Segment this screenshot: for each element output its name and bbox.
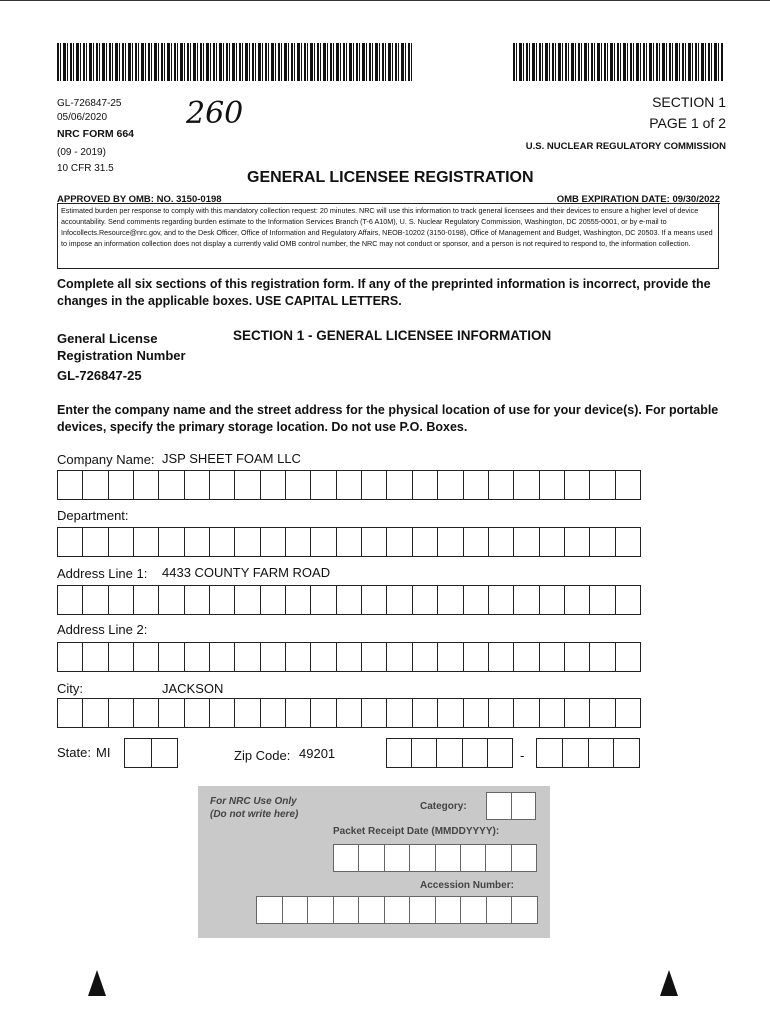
burden-statement: Estimated burden per response to comply with this mandatory collection request: 20 minutes. NRC will use this information to track general licensees and their devices to ensure a higher level of device accountability. Send comments regarding burden estimate to the Information Services Branch (T-6 A10M), U. S. Nuclear Regulatory Commission, Washington, DC 20555-0001, or by e-mail to Infocollects.Resource@nrc.gov, and to the Desk Officer, Office of Information and Regulatory Affairs, NEOB-10202 (3150-0198), Office of Management and Budget, Washington, DC 20503. If a means used to impose an information collection does not display a currently valid OMB control number, the NRC may not conduct or sponsor, and a person is not required to respond to, the information collection.: [57, 203, 719, 269]
zip-dash: -: [520, 748, 525, 763]
city-field[interactable]: [57, 698, 641, 728]
form-revision: (09 - 2019): [57, 147, 106, 158]
form-name: NRC FORM 664: [57, 128, 135, 140]
barcode-right: [513, 43, 723, 81]
cfr-reference: 10 CFR 31.5: [57, 163, 114, 174]
form-date: 05/06/2020: [57, 112, 108, 123]
reg-number: GL-726847-25: [57, 368, 142, 383]
form-title: GENERAL LICENSEE REGISTRATION: [247, 169, 534, 186]
address-line1-label: Address Line 1:: [57, 566, 148, 581]
top-rule: [0, 0, 770, 1]
handwritten-number: 260: [186, 96, 244, 131]
address-line2-label: Address Line 2:: [57, 622, 148, 637]
reg-label-line2: Registration Number: [57, 348, 186, 363]
department-label: Department:: [57, 508, 129, 523]
reg-label-line1: General License: [57, 331, 158, 346]
zip-label: Zip Code:: [234, 748, 291, 763]
packet-date-label: Packet Receipt Date (MMDDYYYY):: [333, 826, 500, 837]
nrc-use-only-box: [198, 786, 550, 938]
address-line2-field[interactable]: [57, 642, 641, 672]
company-name-field[interactable]: [57, 470, 641, 500]
nrc-use-line2: (Do not write here): [210, 809, 299, 820]
registration-number-block: [57, 330, 186, 384]
state-field[interactable]: [124, 738, 178, 768]
zip-value: 49201: [299, 746, 336, 761]
state-label: State:: [57, 745, 91, 760]
omb-expiration: OMB EXPIRATION DATE: 09/30/2022: [556, 194, 720, 205]
page-label: PAGE 1 of 2: [649, 115, 726, 131]
city-label: City:: [57, 681, 83, 696]
omb-approved: APPROVED BY OMB: NO. 3150-0198: [57, 194, 222, 205]
registration-mark-right: [660, 970, 678, 996]
form-instructions: Complete all six sections of this registration form. If any of the preprinted information is incorrect, provide the changes in the applicable boxes. USE CAPITAL LETTERS.: [57, 277, 711, 308]
packet-date-field: [333, 844, 537, 872]
city-value: JACKSON: [162, 681, 224, 696]
address-line1-value: 4433 COUNTY FARM ROAD: [162, 565, 331, 580]
company-name-value: JSP SHEET FOAM LLC: [162, 451, 301, 466]
agency-name: U.S. NUCLEAR REGULATORY COMMISSION: [525, 141, 726, 152]
address-instructions: Enter the company name and the street address for the physical location of use for your device(s). For portable devices, specify the primary storage location. Do not use P.O. Boxes.: [57, 403, 719, 434]
department-field[interactable]: [57, 527, 641, 557]
registration-mark-left: [88, 970, 106, 996]
category-field: [486, 792, 536, 820]
zip-field[interactable]: [386, 738, 513, 768]
zip-plus4-field[interactable]: [536, 738, 640, 768]
registration-id: GL-726847-25: [57, 98, 122, 109]
barcode-left: [57, 43, 412, 81]
address-line1-field[interactable]: [57, 585, 641, 615]
state-value: MI: [96, 745, 111, 760]
company-name-label: Company Name:: [57, 452, 155, 467]
section-label: SECTION 1: [652, 94, 726, 110]
accession-field: [256, 896, 538, 924]
accession-label: Accession Number:: [420, 880, 514, 891]
category-label: Category:: [420, 801, 467, 812]
section1-heading: SECTION 1 - GENERAL LICENSEE INFORMATION: [233, 328, 552, 343]
nrc-use-line1: For NRC Use Only: [210, 796, 297, 807]
